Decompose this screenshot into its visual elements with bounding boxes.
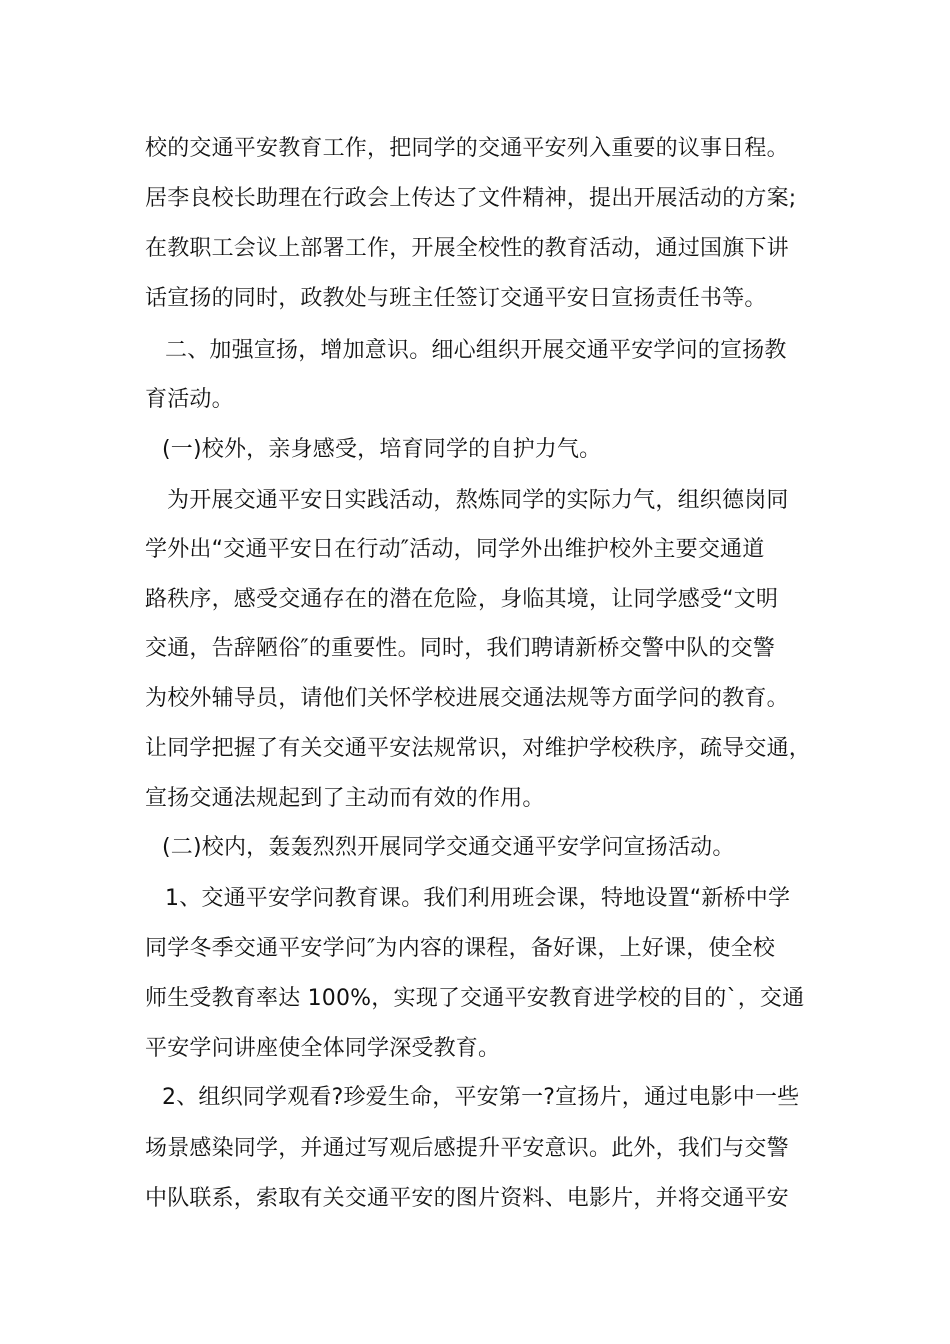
section-heading: (二)校内，轰轰烈烈开展同学交通交通平安学问宣扬活动。 <box>162 835 735 860</box>
text-line: 学外出“交通平安日在行动″活动，同学外出维护校外主要交通道 <box>145 537 765 562</box>
text-line: 同学冬季交通平安学问″为内容的课程，备好课，上好课，使全校 <box>145 936 776 961</box>
text-line: 平安学问讲座使全体同学深受教育。 <box>145 1036 501 1061</box>
text-line: 场景感染同学，并通过写观后感提升平安意识。此外，我们与交警 <box>145 1136 789 1161</box>
section-heading: (一)校外，亲身感受，培育同学的自护力气。 <box>162 437 602 462</box>
text-line: 路秩序，感受交通存在的潜在危险，身临其境，让同学感受“文明 <box>145 587 779 612</box>
text-line: 让同学把握了有关交通平安法规常识，对维护学校秩序，疏导交通， <box>145 736 812 761</box>
text-line: 2、组织同学观看?珍爱生命，平安第一?宣扬片，通过电影中一些 <box>162 1085 800 1110</box>
text-line: 为开展交通平安日实践活动，熬炼同学的实际力气，组织德岗同 <box>167 488 789 513</box>
text-line: 宣扬交通法规起到了主动而有效的作用。 <box>145 786 545 811</box>
text-line: 在教职工会议上部署工作，开展全校性的教育活动，通过国旗下讲 <box>145 236 789 261</box>
text-line: 交通，告辞陋俗″的重要性。同时，我们聘请新桥交警中队的交警 <box>145 636 776 661</box>
text-line: 校的交通平安教育工作，把同学的交通平安列入重要的议事日程。 <box>145 136 789 161</box>
text-line: 居李良校长助理在行政会上传达了文件精神，提出开展活动的方案; <box>145 186 797 211</box>
text-line: 话宣扬的同时，政教处与班主任签订交通平安日宣扬责任书等。 <box>145 286 767 311</box>
text-line: 1、交通平安学问教育课。我们利用班会课，特地设置“新桥中学 <box>165 886 791 911</box>
paragraph-heading: 二、加强宣扬，增加意识。细心组织开展交通平安学问的宣扬教 <box>165 338 787 363</box>
text-line: 育活动。 <box>145 387 234 412</box>
text-line: 师生受教育率达 100%，实现了交通平安教育进学校的目的`，交通 <box>145 986 805 1011</box>
text-line: 中队联系，索取有关交通平安的图片资料、电影片，并将交通平安 <box>145 1186 789 1211</box>
text-line: 为校外辅导员，请他们关怀学校进展交通法规等方面学问的教育。 <box>145 686 789 711</box>
